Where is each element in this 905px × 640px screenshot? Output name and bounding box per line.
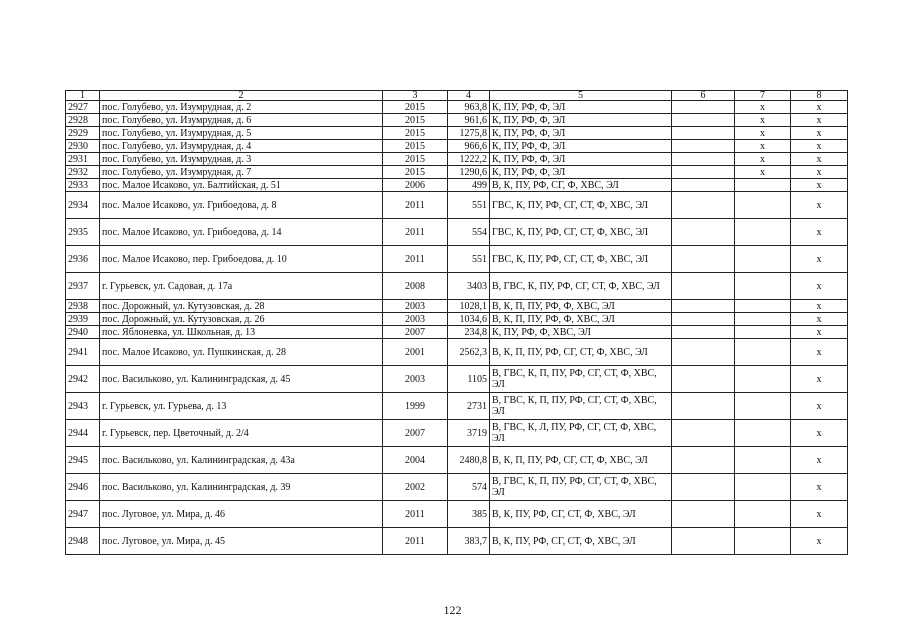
address-cell: пос. Луговое, ул. Мира, д. 46 bbox=[100, 501, 383, 528]
column-8-cell: х bbox=[791, 447, 848, 474]
column-6-cell bbox=[672, 101, 735, 114]
column-header: 6 bbox=[672, 91, 735, 101]
address-cell: пос. Голубево, ул. Изумрудная, д. 7 bbox=[100, 166, 383, 179]
column-8-cell: х bbox=[791, 339, 848, 366]
column-7-cell bbox=[735, 326, 791, 339]
column-header: 1 bbox=[66, 91, 100, 101]
column-7-cell bbox=[735, 474, 791, 501]
row-number: 2943 bbox=[66, 393, 100, 420]
column-7-cell bbox=[735, 246, 791, 273]
column-8-cell: х bbox=[791, 313, 848, 326]
column-8-cell: х bbox=[791, 393, 848, 420]
year-cell: 2003 bbox=[383, 313, 448, 326]
area-cell: 3719 bbox=[448, 420, 490, 447]
row-number: 2947 bbox=[66, 501, 100, 528]
systems-cell: К, ПУ, РФ, Ф, ЭЛ bbox=[490, 166, 672, 179]
systems-cell: В, ГВС, К, П, ПУ, РФ, СГ, СТ, Ф, ХВС, ЭЛ bbox=[490, 393, 672, 420]
column-6-cell bbox=[672, 166, 735, 179]
row-number: 2935 bbox=[66, 219, 100, 246]
year-cell: 2015 bbox=[383, 140, 448, 153]
address-cell: пос. Луговое, ул. Мира, д. 45 bbox=[100, 528, 383, 555]
column-8-cell: х bbox=[791, 366, 848, 393]
table-row bbox=[66, 501, 848, 528]
area-cell: 234,8 bbox=[448, 326, 490, 339]
page-number: 122 bbox=[443, 603, 462, 617]
area-cell: 1105 bbox=[448, 366, 490, 393]
column-6-cell bbox=[672, 246, 735, 273]
area-cell: 1028,1 bbox=[448, 300, 490, 313]
address-cell: пос. Голубево, ул. Изумрудная, д. 4 bbox=[100, 140, 383, 153]
table-row bbox=[66, 273, 848, 300]
row-number: 2944 bbox=[66, 420, 100, 447]
year-cell: 2015 bbox=[383, 114, 448, 127]
year-cell: 2007 bbox=[383, 420, 448, 447]
year-cell: 2002 bbox=[383, 474, 448, 501]
area-cell: 3403 bbox=[448, 273, 490, 300]
column-6-cell bbox=[672, 273, 735, 300]
address-cell: пос. Малое Исаково, ул. Балтийская, д. 51 bbox=[100, 179, 383, 192]
systems-cell: ГВС, К, ПУ, РФ, СГ, СТ, Ф, ХВС, ЭЛ bbox=[490, 192, 672, 219]
address-cell: пос. Васильково, ул. Калининградская, д. 39 bbox=[100, 474, 383, 501]
document-table-container bbox=[65, 90, 847, 555]
column-7-cell bbox=[735, 528, 791, 555]
column-6-cell bbox=[672, 153, 735, 166]
systems-cell: В, ГВС, К, Л, ПУ, РФ, СГ, СТ, Ф, ХВС, ЭЛ bbox=[490, 420, 672, 447]
row-number: 2946 bbox=[66, 474, 100, 501]
area-cell: 966,6 bbox=[448, 140, 490, 153]
systems-cell: ГВС, К, ПУ, РФ, СГ, СТ, Ф, ХВС, ЭЛ bbox=[490, 219, 672, 246]
systems-cell: К, ПУ, РФ, Ф, ЭЛ bbox=[490, 101, 672, 114]
year-cell: 2011 bbox=[383, 246, 448, 273]
row-number: 2927 bbox=[66, 101, 100, 114]
column-7-cell: х bbox=[735, 114, 791, 127]
row-number: 2930 bbox=[66, 140, 100, 153]
column-7-cell bbox=[735, 192, 791, 219]
area-cell: 574 bbox=[448, 474, 490, 501]
column-header: 7 bbox=[735, 91, 791, 101]
year-cell: 2007 bbox=[383, 326, 448, 339]
table-row bbox=[66, 300, 848, 313]
column-8-cell: х bbox=[791, 192, 848, 219]
area-cell: 2731 bbox=[448, 393, 490, 420]
column-7-cell: х bbox=[735, 127, 791, 140]
row-number: 2942 bbox=[66, 366, 100, 393]
table-row bbox=[66, 153, 848, 166]
year-cell: 2001 bbox=[383, 339, 448, 366]
address-cell: пос. Голубево, ул. Изумрудная, д. 6 bbox=[100, 114, 383, 127]
table-row bbox=[66, 219, 848, 246]
column-6-cell bbox=[672, 114, 735, 127]
column-header: 3 bbox=[383, 91, 448, 101]
column-header: 2 bbox=[100, 91, 383, 101]
column-7-cell bbox=[735, 273, 791, 300]
address-cell: пос. Васильково, ул. Калининградская, д. 43а bbox=[100, 447, 383, 474]
column-header: 5 bbox=[490, 91, 672, 101]
column-8-cell: х bbox=[791, 300, 848, 313]
column-8-cell: х bbox=[791, 273, 848, 300]
column-6-cell bbox=[672, 313, 735, 326]
column-6-cell bbox=[672, 393, 735, 420]
systems-cell: К, ПУ, РФ, Ф, ЭЛ bbox=[490, 153, 672, 166]
area-cell: 2480,8 bbox=[448, 447, 490, 474]
area-cell: 1222,2 bbox=[448, 153, 490, 166]
column-6-cell bbox=[672, 501, 735, 528]
year-cell: 2006 bbox=[383, 179, 448, 192]
row-number: 2929 bbox=[66, 127, 100, 140]
column-6-cell bbox=[672, 219, 735, 246]
systems-cell: В, ГВС, К, П, ПУ, РФ, СГ, СТ, Ф, ХВС, ЭЛ bbox=[490, 474, 672, 501]
row-number: 2939 bbox=[66, 313, 100, 326]
row-number: 2934 bbox=[66, 192, 100, 219]
column-8-cell: х bbox=[791, 326, 848, 339]
table-row bbox=[66, 528, 848, 555]
address-cell: г. Гурьевск, пер. Цветочный, д. 2/4 bbox=[100, 420, 383, 447]
systems-cell: К, ПУ, РФ, Ф, ЭЛ bbox=[490, 140, 672, 153]
table-row bbox=[66, 326, 848, 339]
year-cell: 2003 bbox=[383, 300, 448, 313]
row-number: 2941 bbox=[66, 339, 100, 366]
column-7-cell bbox=[735, 366, 791, 393]
area-cell: 1034,6 bbox=[448, 313, 490, 326]
systems-cell: К, ПУ, РФ, Ф, ЭЛ bbox=[490, 114, 672, 127]
column-6-cell bbox=[672, 366, 735, 393]
column-7-cell bbox=[735, 219, 791, 246]
year-cell: 2015 bbox=[383, 127, 448, 140]
column-6-cell bbox=[672, 420, 735, 447]
column-8-cell: х bbox=[791, 420, 848, 447]
table-row bbox=[66, 393, 848, 420]
column-7-cell: х bbox=[735, 153, 791, 166]
row-number: 2948 bbox=[66, 528, 100, 555]
column-8-cell: х bbox=[791, 153, 848, 166]
systems-cell: В, К, ПУ, РФ, СГ, СТ, Ф, ХВС, ЭЛ bbox=[490, 501, 672, 528]
column-7-cell bbox=[735, 501, 791, 528]
table-row bbox=[66, 192, 848, 219]
table-row bbox=[66, 339, 848, 366]
column-8-cell: х bbox=[791, 166, 848, 179]
row-number: 2936 bbox=[66, 246, 100, 273]
address-cell: пос. Малое Исаково, ул. Пушкинская, д. 28 bbox=[100, 339, 383, 366]
table-row bbox=[66, 179, 848, 192]
area-cell: 1275,8 bbox=[448, 127, 490, 140]
address-cell: пос. Голубево, ул. Изумрудная, д. 3 bbox=[100, 153, 383, 166]
year-cell: 1999 bbox=[383, 393, 448, 420]
column-8-cell: х bbox=[791, 501, 848, 528]
year-cell: 2011 bbox=[383, 528, 448, 555]
column-6-cell bbox=[672, 140, 735, 153]
address-cell: пос. Малое Исаково, ул. Грибоедова, д. 14 bbox=[100, 219, 383, 246]
systems-cell: ГВС, К, ПУ, РФ, СГ, СТ, Ф, ХВС, ЭЛ bbox=[490, 246, 672, 273]
systems-cell: К, ПУ, РФ, Ф, ХВС, ЭЛ bbox=[490, 326, 672, 339]
row-number: 2937 bbox=[66, 273, 100, 300]
address-cell: пос. Малое Исаково, ул. Грибоедова, д. 8 bbox=[100, 192, 383, 219]
year-cell: 2015 bbox=[383, 101, 448, 114]
area-cell: 551 bbox=[448, 192, 490, 219]
systems-cell: В, ГВС, К, П, ПУ, РФ, СГ, СТ, Ф, ХВС, ЭЛ bbox=[490, 366, 672, 393]
address-cell: пос. Яблоневка, ул. Школьная, д. 13 bbox=[100, 326, 383, 339]
column-6-cell bbox=[672, 127, 735, 140]
row-number: 2928 bbox=[66, 114, 100, 127]
systems-cell: В, К, П, ПУ, РФ, СГ, СТ, Ф, ХВС, ЭЛ bbox=[490, 447, 672, 474]
year-cell: 2004 bbox=[383, 447, 448, 474]
column-6-cell bbox=[672, 300, 735, 313]
column-7-cell bbox=[735, 313, 791, 326]
column-8-cell: х bbox=[791, 528, 848, 555]
year-cell: 2011 bbox=[383, 192, 448, 219]
address-cell: пос. Малое Исаково, пер. Грибоедова, д. 10 bbox=[100, 246, 383, 273]
year-cell: 2011 bbox=[383, 501, 448, 528]
column-7-cell bbox=[735, 179, 791, 192]
table-row bbox=[66, 140, 848, 153]
address-cell: г. Гурьевск, ул. Садовая, д. 17а bbox=[100, 273, 383, 300]
area-cell: 961,6 bbox=[448, 114, 490, 127]
column-8-cell: х bbox=[791, 219, 848, 246]
area-cell: 554 bbox=[448, 219, 490, 246]
systems-cell: К, ПУ, РФ, Ф, ЭЛ bbox=[490, 127, 672, 140]
table-row bbox=[66, 313, 848, 326]
row-number: 2938 bbox=[66, 300, 100, 313]
address-cell: г. Гурьевск, ул. Гурьева, д. 13 bbox=[100, 393, 383, 420]
column-6-cell bbox=[672, 339, 735, 366]
table-row bbox=[66, 474, 848, 501]
address-cell: пос. Дорожный, ул. Кутузовская, д. 28 bbox=[100, 300, 383, 313]
area-cell: 383,7 bbox=[448, 528, 490, 555]
table-row bbox=[66, 127, 848, 140]
column-6-cell bbox=[672, 326, 735, 339]
address-cell: пос. Дорожный, ул. Кутузовская, д. 26 bbox=[100, 313, 383, 326]
systems-cell: В, К, П, ПУ, РФ, СГ, СТ, Ф, ХВС, ЭЛ bbox=[490, 339, 672, 366]
row-number: 2945 bbox=[66, 447, 100, 474]
column-6-cell bbox=[672, 179, 735, 192]
column-8-cell: х bbox=[791, 140, 848, 153]
column-6-cell bbox=[672, 192, 735, 219]
column-6-cell bbox=[672, 528, 735, 555]
area-cell: 499 bbox=[448, 179, 490, 192]
year-cell: 2011 bbox=[383, 219, 448, 246]
area-cell: 551 bbox=[448, 246, 490, 273]
year-cell: 2015 bbox=[383, 153, 448, 166]
systems-cell: В, К, П, ПУ, РФ, Ф, ХВС, ЭЛ bbox=[490, 313, 672, 326]
row-number: 2940 bbox=[66, 326, 100, 339]
systems-cell: В, К, ПУ, РФ, СГ, СТ, Ф, ХВС, ЭЛ bbox=[490, 528, 672, 555]
row-number: 2932 bbox=[66, 166, 100, 179]
address-cell: пос. Голубево, ул. Изумрудная, д. 5 bbox=[100, 127, 383, 140]
row-number: 2933 bbox=[66, 179, 100, 192]
table-row bbox=[66, 101, 848, 114]
row-number: 2931 bbox=[66, 153, 100, 166]
table-row bbox=[66, 420, 848, 447]
year-cell: 2003 bbox=[383, 366, 448, 393]
column-7-cell: х bbox=[735, 101, 791, 114]
column-7-cell bbox=[735, 420, 791, 447]
systems-cell: В, ГВС, К, ПУ, РФ, СГ, СТ, Ф, ХВС, ЭЛ bbox=[490, 273, 672, 300]
column-8-cell: х bbox=[791, 179, 848, 192]
area-cell: 1290,6 bbox=[448, 166, 490, 179]
area-cell: 963,8 bbox=[448, 101, 490, 114]
systems-cell: В, К, ПУ, РФ, СГ, Ф, ХВС, ЭЛ bbox=[490, 179, 672, 192]
table-row bbox=[66, 246, 848, 273]
column-7-cell bbox=[735, 393, 791, 420]
column-8-cell: х bbox=[791, 246, 848, 273]
table-row bbox=[66, 447, 848, 474]
table-row bbox=[66, 114, 848, 127]
column-header: 8 bbox=[791, 91, 848, 101]
column-7-cell bbox=[735, 339, 791, 366]
table-row bbox=[66, 366, 848, 393]
header-row bbox=[66, 91, 848, 101]
column-8-cell: х bbox=[791, 101, 848, 114]
address-cell: пос. Васильково, ул. Калининградская, д. 45 bbox=[100, 366, 383, 393]
column-7-cell: х bbox=[735, 166, 791, 179]
column-header: 4 bbox=[448, 91, 490, 101]
systems-cell: В, К, П, ПУ, РФ, Ф, ХВС, ЭЛ bbox=[490, 300, 672, 313]
column-6-cell bbox=[672, 474, 735, 501]
year-cell: 2015 bbox=[383, 166, 448, 179]
area-cell: 2562,3 bbox=[448, 339, 490, 366]
column-7-cell bbox=[735, 300, 791, 313]
column-6-cell bbox=[672, 447, 735, 474]
housing-registry-table bbox=[65, 90, 848, 555]
year-cell: 2008 bbox=[383, 273, 448, 300]
table-row bbox=[66, 166, 848, 179]
column-8-cell: х bbox=[791, 127, 848, 140]
column-8-cell: х bbox=[791, 114, 848, 127]
address-cell: пос. Голубево, ул. Изумрудная, д. 2 bbox=[100, 101, 383, 114]
column-7-cell bbox=[735, 447, 791, 474]
area-cell: 385 bbox=[448, 501, 490, 528]
column-8-cell: х bbox=[791, 474, 848, 501]
column-7-cell: х bbox=[735, 140, 791, 153]
